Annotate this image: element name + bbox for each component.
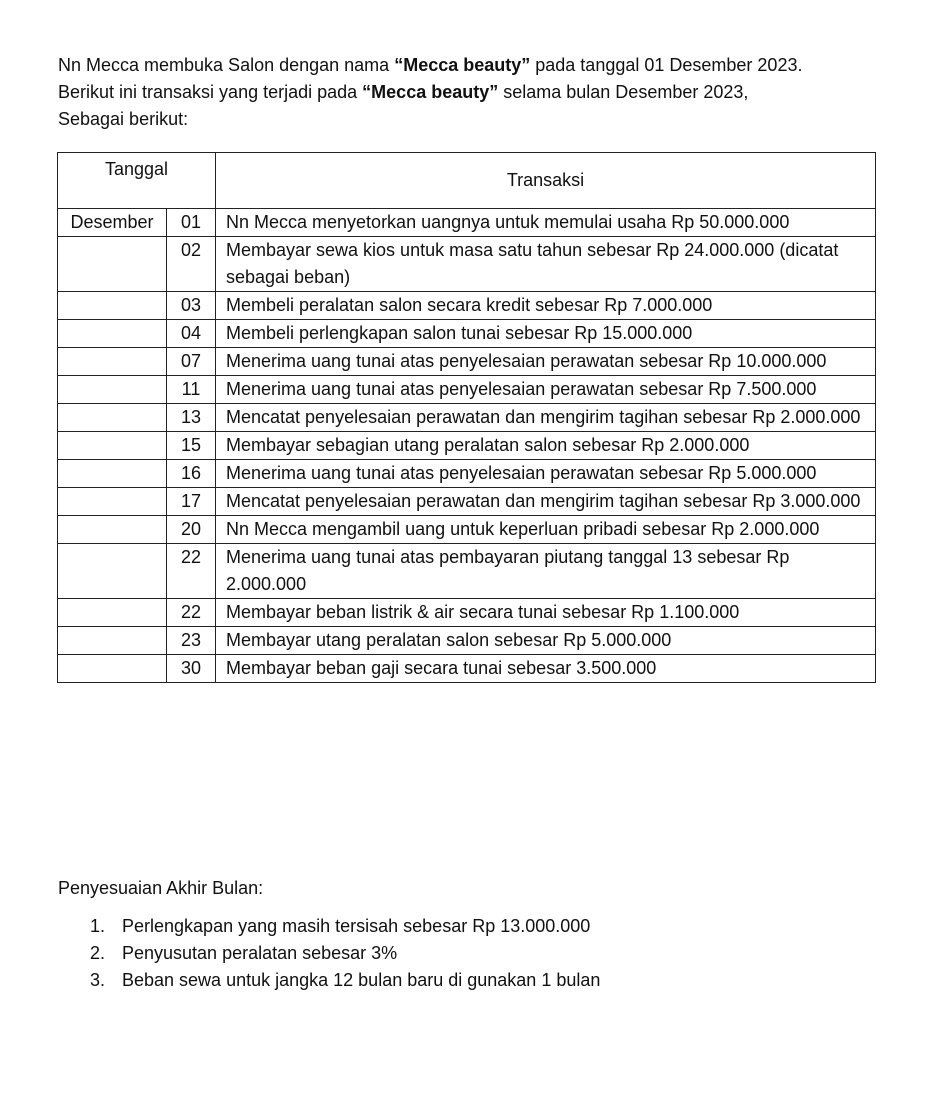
transaction-cell: Membayar sewa kios untuk masa satu tahun sebesar Rp 24.000.000 (dicatat sebagai beban) — [216, 237, 876, 292]
salon-name-bold: “Mecca beauty” — [362, 82, 499, 102]
list-item — [90, 940, 600, 967]
transaction-cell: Membayar sebagian utang peralatan salon sebesar Rp 2.000.000 — [216, 432, 876, 460]
intro-line-1-end: pada tanggal 01 Desember 2023. — [530, 55, 803, 75]
list-item-number: 2. — [90, 943, 106, 963]
day-cell: 15 — [167, 432, 216, 460]
table-row — [58, 404, 876, 432]
table-row — [58, 432, 876, 460]
transaction-cell: Menerima uang tunai atas penyelesaian perawatan sebesar Rp 10.000.000 — [216, 348, 876, 376]
list-item-number: 1. — [90, 916, 106, 936]
table-row — [58, 460, 876, 488]
transaction-cell: Membeli peralatan salon secara kredit sebesar Rp 7.000.000 — [216, 292, 876, 320]
month-cell — [58, 627, 167, 655]
day-cell: 01 — [167, 209, 216, 237]
transaction-cell: Nn Mecca menyetorkan uangnya untuk memulai usaha Rp 50.000.000 — [216, 209, 876, 237]
list-item-number: 3. — [90, 970, 106, 990]
table-row — [58, 348, 876, 376]
intro-line-2 — [58, 79, 898, 106]
intro-line-2-end: selama bulan Desember 2023, — [498, 82, 749, 102]
table-header-row — [58, 153, 876, 209]
list-item-text: Perlengkapan yang masih tersisah sebesar Rp 13.000.000 — [122, 916, 591, 936]
month-cell — [58, 404, 167, 432]
month-cell — [58, 292, 167, 320]
month-cell — [58, 599, 167, 627]
table-row — [58, 544, 876, 599]
list-item — [90, 967, 600, 994]
list-item-text: Penyusutan peralatan sebesar 3% — [122, 943, 398, 963]
month-cell — [58, 432, 167, 460]
transaction-cell: Menerima uang tunai atas pembayaran piutang tanggal 13 sebesar Rp 2.000.000 — [216, 544, 876, 599]
month-cell — [58, 237, 167, 292]
day-cell: 07 — [167, 348, 216, 376]
intro-line-2-text: Berikut ini transaksi yang terjadi pada — [58, 82, 363, 102]
month-cell — [58, 488, 167, 516]
transaction-cell: Membayar utang peralatan salon sebesar Rp 5.000.000 — [216, 627, 876, 655]
transaction-cell: Menerima uang tunai atas penyelesaian perawatan sebesar Rp 5.000.000 — [216, 460, 876, 488]
day-cell: 20 — [167, 516, 216, 544]
transaction-cell: Nn Mecca mengambil uang untuk keperluan pribadi sebesar Rp 2.000.000 — [216, 516, 876, 544]
transaction-cell: Membayar beban listrik & air secara tunai sebesar Rp 1.100.000 — [216, 599, 876, 627]
day-cell: 17 — [167, 488, 216, 516]
table-row — [58, 599, 876, 627]
day-cell: 03 — [167, 292, 216, 320]
table-row — [58, 320, 876, 348]
day-cell: 22 — [167, 599, 216, 627]
month-cell — [58, 376, 167, 404]
day-cell: 11 — [167, 376, 216, 404]
day-cell: 23 — [167, 627, 216, 655]
table-row — [58, 516, 876, 544]
table-row — [58, 655, 876, 683]
transactions-table — [57, 152, 876, 683]
table-row — [58, 488, 876, 516]
transaction-cell: Membayar beban gaji secara tunai sebesar 3.500.000 — [216, 655, 876, 683]
table-row — [58, 627, 876, 655]
intro-paragraph — [58, 52, 898, 133]
day-cell: 30 — [167, 655, 216, 683]
transactions-body — [58, 209, 876, 683]
list-item-text: Beban sewa untuk jangka 12 bulan baru di gunakan 1 bulan — [122, 970, 601, 990]
day-cell: 13 — [167, 404, 216, 432]
adjustments-title: Penyesuaian Akhir Bulan: — [58, 878, 264, 898]
adjustments-section — [58, 875, 600, 994]
month-cell — [58, 516, 167, 544]
table-row — [58, 292, 876, 320]
day-cell: 16 — [167, 460, 216, 488]
day-cell: 04 — [167, 320, 216, 348]
month-cell: Desember — [58, 209, 167, 237]
salon-name-bold: “Mecca beauty” — [394, 55, 531, 75]
month-cell — [58, 460, 167, 488]
day-cell: 02 — [167, 237, 216, 292]
table-row — [58, 376, 876, 404]
list-item — [90, 913, 600, 940]
intro-line-1-text: Nn Mecca membuka Salon dengan nama — [58, 55, 395, 75]
header-tanggal: Tanggal — [58, 153, 216, 209]
transaction-cell: Membeli perlengkapan salon tunai sebesar Rp 15.000.000 — [216, 320, 876, 348]
intro-line-1 — [58, 52, 898, 79]
month-cell — [58, 348, 167, 376]
header-transaksi: Transaksi — [216, 153, 876, 209]
day-cell: 22 — [167, 544, 216, 599]
transaction-cell: Menerima uang tunai atas penyelesaian perawatan sebesar Rp 7.500.000 — [216, 376, 876, 404]
adjustments-list — [58, 913, 600, 994]
month-cell — [58, 544, 167, 599]
transaction-cell: Mencatat penyelesaian perawatan dan mengirim tagihan sebesar Rp 3.000.000 — [216, 488, 876, 516]
intro-line-3: Sebagai berikut: — [58, 109, 189, 129]
table-row — [58, 209, 876, 237]
table-row — [58, 237, 876, 292]
month-cell — [58, 320, 167, 348]
month-cell — [58, 655, 167, 683]
transaction-cell: Mencatat penyelesaian perawatan dan mengirim tagihan sebesar Rp 2.000.000 — [216, 404, 876, 432]
